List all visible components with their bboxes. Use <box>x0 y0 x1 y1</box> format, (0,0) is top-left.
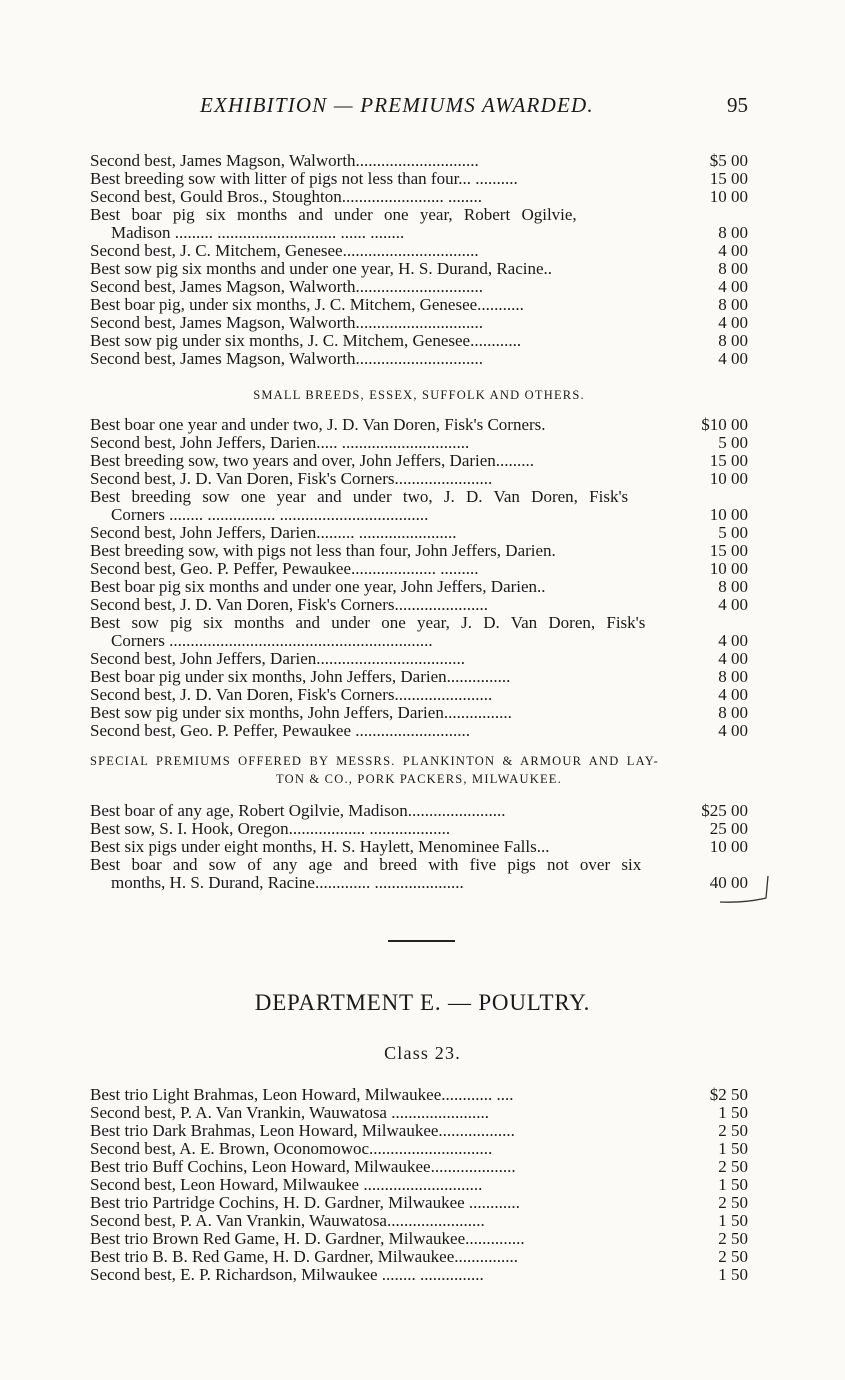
department-title: DEPARTMENT E. — POULTRY. <box>254 990 591 1015</box>
premium-row <box>90 506 748 524</box>
premium-text: Best trio Light Brahmas, Leon Howard, Milwaukee............ .... <box>90 1085 514 1104</box>
premium-text: Best boar one year and under two, J. D. Van Doren, Fisk's Corners. <box>90 415 546 434</box>
premium-amount: 5 00 <box>718 433 748 452</box>
premium-list-poultry <box>90 1086 748 1284</box>
premium-text: Second best, J. C. Mitchem, Genesee................................ <box>90 241 479 260</box>
class-label: Class 23. <box>384 1043 461 1063</box>
section-heading-small-breeds: SMALL BREEDS, ESSEX, SUFFOLK AND OTHERS. <box>253 388 585 402</box>
premium-row <box>90 452 748 470</box>
premium-text: Second best, P. A. Van Vrankin, Wauwatosa....................... <box>90 1211 485 1230</box>
premium-text: Best trio Brown Red Game, H. D. Gardner, Milwaukee.............. <box>90 1229 525 1248</box>
premium-row <box>90 632 748 650</box>
premium-amount: 15 00 <box>709 541 748 560</box>
page-header <box>0 93 845 121</box>
section-heading-special-premiums-line1: SPECIAL PREMIUMS OFFERED BY MESSRS. PLANKINTON & ARMOUR AND LAY- <box>90 754 659 768</box>
premium-text: Second best, J. D. Van Doren, Fisk's Corners....................... <box>90 469 493 488</box>
premium-amount: 1 50 <box>718 1265 748 1284</box>
premium-text: Best breeding sow, two years and over, John Jeffers, Darien......... <box>90 451 535 470</box>
premium-row <box>90 260 748 278</box>
premium-row <box>90 1122 748 1140</box>
premium-amount: 2 50 <box>718 1121 748 1140</box>
premium-amount: 8 00 <box>718 667 748 686</box>
premium-text: Corners ........ ................ ................................... <box>111 505 429 524</box>
premium-amount: 8 00 <box>718 295 748 314</box>
premium-text: Second best, James Magson, Walworth.............................. <box>90 313 484 332</box>
premium-amount: 2 50 <box>718 1229 748 1248</box>
premium-amount: 4 00 <box>718 349 748 368</box>
premium-text: Best boar pig, under six months, J. C. Mitchem, Genesee........... <box>90 295 524 314</box>
premium-row <box>90 488 748 506</box>
premium-amount: 4 00 <box>718 313 748 332</box>
premium-amount: 10 00 <box>709 187 748 206</box>
section-heading-special-premiums-line2: TON & CO., PORK PACKERS, MILWAUKEE. <box>276 772 562 786</box>
premium-amount: $2 50 <box>709 1085 748 1104</box>
premium-amount: 1 50 <box>718 1139 748 1158</box>
premium-row <box>90 1230 748 1248</box>
premium-amount: 15 00 <box>709 451 748 470</box>
premium-amount: $10 00 <box>701 415 748 434</box>
premium-text: Best breeding sow, with pigs not less than four, John Jeffers, Darien. <box>90 541 556 560</box>
premium-text: Best trio Partridge Cochins, H. D. Gardner, Milwaukee ............ <box>90 1193 520 1212</box>
premium-row <box>90 614 748 632</box>
premium-amount: 4 00 <box>718 721 748 740</box>
premium-text: Second best, Gould Bros., Stoughton........................ ........ <box>90 187 482 206</box>
premium-amount: 4 00 <box>718 685 748 704</box>
premium-row <box>90 332 748 350</box>
premium-amount: 5 00 <box>718 523 748 542</box>
premium-text: Madison ......... ............................ ...... ........ <box>111 223 405 242</box>
premium-amount: 8 00 <box>718 259 748 278</box>
premium-row <box>90 1176 748 1194</box>
premium-text: Best boar pig under six months, John Jeffers, Darien............... <box>90 667 511 686</box>
premium-text: Second best, James Magson, Walworth.............................. <box>90 277 484 296</box>
section-divider <box>388 940 455 942</box>
premium-text: Second best, E. P. Richardson, Milwaukee ........ ............... <box>90 1265 484 1284</box>
premium-text: Best sow pig six months and under one year, J. D. Van Doren, Fisk's <box>90 613 646 632</box>
premium-amount: 2 50 <box>718 1247 748 1266</box>
premium-text: Best trio Buff Cochins, Leon Howard, Milwaukee.................... <box>90 1157 516 1176</box>
pencil-mark-icon <box>718 868 773 908</box>
premium-text: Second best, J. D. Van Doren, Fisk's Corners....................... <box>90 685 493 704</box>
premium-amount: 10 00 <box>709 837 748 856</box>
premium-text: Second best, Geo. P. Peffer, Pewaukee ........................... <box>90 721 471 740</box>
premium-text: Best sow pig under six months, J. C. Mitchem, Genesee............ <box>90 331 522 350</box>
premium-row <box>90 802 748 820</box>
premium-amount: 1 50 <box>718 1211 748 1230</box>
premium-amount: 4 00 <box>718 595 748 614</box>
premium-row <box>90 560 748 578</box>
premium-row <box>90 704 748 722</box>
premium-amount: 25 00 <box>709 819 748 838</box>
premium-row <box>90 650 748 668</box>
premium-text: Second best, Leon Howard, Milwaukee ............................ <box>90 1175 483 1194</box>
premium-amount: 8 00 <box>718 703 748 722</box>
premium-row <box>90 314 748 332</box>
premium-list-special <box>90 802 748 892</box>
premium-row <box>90 188 748 206</box>
premium-row <box>90 1158 748 1176</box>
premium-row <box>90 1266 748 1284</box>
premium-amount: $5 00 <box>709 151 748 170</box>
premium-amount: 10 00 <box>709 505 748 524</box>
premium-text: Best sow, S. I. Hook, Oregon.................. ................... <box>90 819 451 838</box>
premium-row <box>90 206 748 224</box>
premium-amount: 4 00 <box>718 631 748 650</box>
premium-row <box>90 1140 748 1158</box>
premium-text: Second best, John Jeffers, Darien......... ....................... <box>90 523 457 542</box>
running-title: EXHIBITION — PREMIUMS AWARDED. <box>200 93 594 117</box>
premium-row <box>90 1248 748 1266</box>
premium-amount: 2 50 <box>718 1193 748 1212</box>
premium-text: Best boar pig six months and under one year, Robert Ogilvie, <box>90 205 577 224</box>
premium-row <box>90 278 748 296</box>
premium-text: Second best, P. A. Van Vrankin, Wauwatosa ....................... <box>90 1103 489 1122</box>
premium-text: Best trio B. B. Red Game, H. D. Gardner, Milwaukee............... <box>90 1247 519 1266</box>
premium-row <box>90 1086 748 1104</box>
premium-list-large-breeds <box>90 152 748 368</box>
premium-text: Second best, A. E. Brown, Oconomowoc............................. <box>90 1139 493 1158</box>
premium-row <box>90 242 748 260</box>
premium-text: Best six pigs under eight months, H. S. Haylett, Menominee Falls... <box>90 837 550 856</box>
premium-row <box>90 296 748 314</box>
premium-amount: 8 00 <box>718 331 748 350</box>
premium-text: Second best, James Magson, Walworth.............................. <box>90 349 484 368</box>
premium-row <box>90 416 748 434</box>
premium-row <box>90 578 748 596</box>
premium-amount: 4 00 <box>718 241 748 260</box>
premium-amount: 10 00 <box>709 469 748 488</box>
premium-row <box>90 524 748 542</box>
premium-amount: 2 50 <box>718 1157 748 1176</box>
premium-text: Best boar and sow of any age and breed with five pigs not over six <box>90 855 642 874</box>
premium-row <box>90 596 748 614</box>
premium-text: Best breeding sow one year and under two, J. D. Van Doren, Fisk's <box>90 487 629 506</box>
premium-row <box>90 470 748 488</box>
premium-row <box>90 152 748 170</box>
premium-amount: 8 00 <box>718 223 748 242</box>
premium-amount: 1 50 <box>718 1103 748 1122</box>
premium-text: Second best, Geo. P. Peffer, Pewaukee.................... ......... <box>90 559 479 578</box>
premium-text: Best boar of any age, Robert Ogilvie, Madison....................... <box>90 801 506 820</box>
premium-row <box>90 874 748 892</box>
premium-text: Best trio Dark Brahmas, Leon Howard, Milwaukee.................. <box>90 1121 515 1140</box>
premium-text: months, H. S. Durand, Racine............. ..................... <box>111 873 464 892</box>
premium-amount: 15 00 <box>709 169 748 188</box>
premium-amount: 8 00 <box>718 577 748 596</box>
premium-text: Best breeding sow with litter of pigs not less than four... .......... <box>90 169 518 188</box>
premium-row <box>90 350 748 368</box>
premium-row <box>90 838 748 856</box>
premium-row <box>90 820 748 838</box>
premium-row <box>90 434 748 452</box>
premium-row <box>90 1194 748 1212</box>
premium-row <box>90 686 748 704</box>
premium-amount: 1 50 <box>718 1175 748 1194</box>
premium-amount: $25 00 <box>701 801 748 820</box>
premium-row <box>90 668 748 686</box>
premium-text: Best sow pig under six months, John Jeffers, Darien................ <box>90 703 512 722</box>
premium-text: Best sow pig six months and under one year, H. S. Durand, Racine.. <box>90 259 553 278</box>
premium-text: Second best, John Jeffers, Darien................................... <box>90 649 466 668</box>
premium-amount: 10 00 <box>709 559 748 578</box>
premium-text: Second best, James Magson, Walworth............................. <box>90 151 479 170</box>
premium-row <box>90 224 748 242</box>
premium-text: Best boar pig six months and under one year, John Jeffers, Darien.. <box>90 577 546 596</box>
premium-row <box>90 170 748 188</box>
premium-row <box>90 722 748 740</box>
premium-text: Corners .............................................................. <box>111 631 433 650</box>
premium-text: Second best, J. D. Van Doren, Fisk's Corners...................... <box>90 595 488 614</box>
premium-amount: 4 00 <box>718 649 748 668</box>
premium-row <box>90 542 748 560</box>
premium-text: Second best, John Jeffers, Darien..... .............................. <box>90 433 470 452</box>
premium-row <box>90 1212 748 1230</box>
premium-amount: 4 00 <box>718 277 748 296</box>
premium-row <box>90 856 748 874</box>
premium-row <box>90 1104 748 1122</box>
premium-amount: 40 00 <box>709 873 748 892</box>
page-number: 95 <box>727 93 748 117</box>
premium-list-small-breeds <box>90 416 748 740</box>
